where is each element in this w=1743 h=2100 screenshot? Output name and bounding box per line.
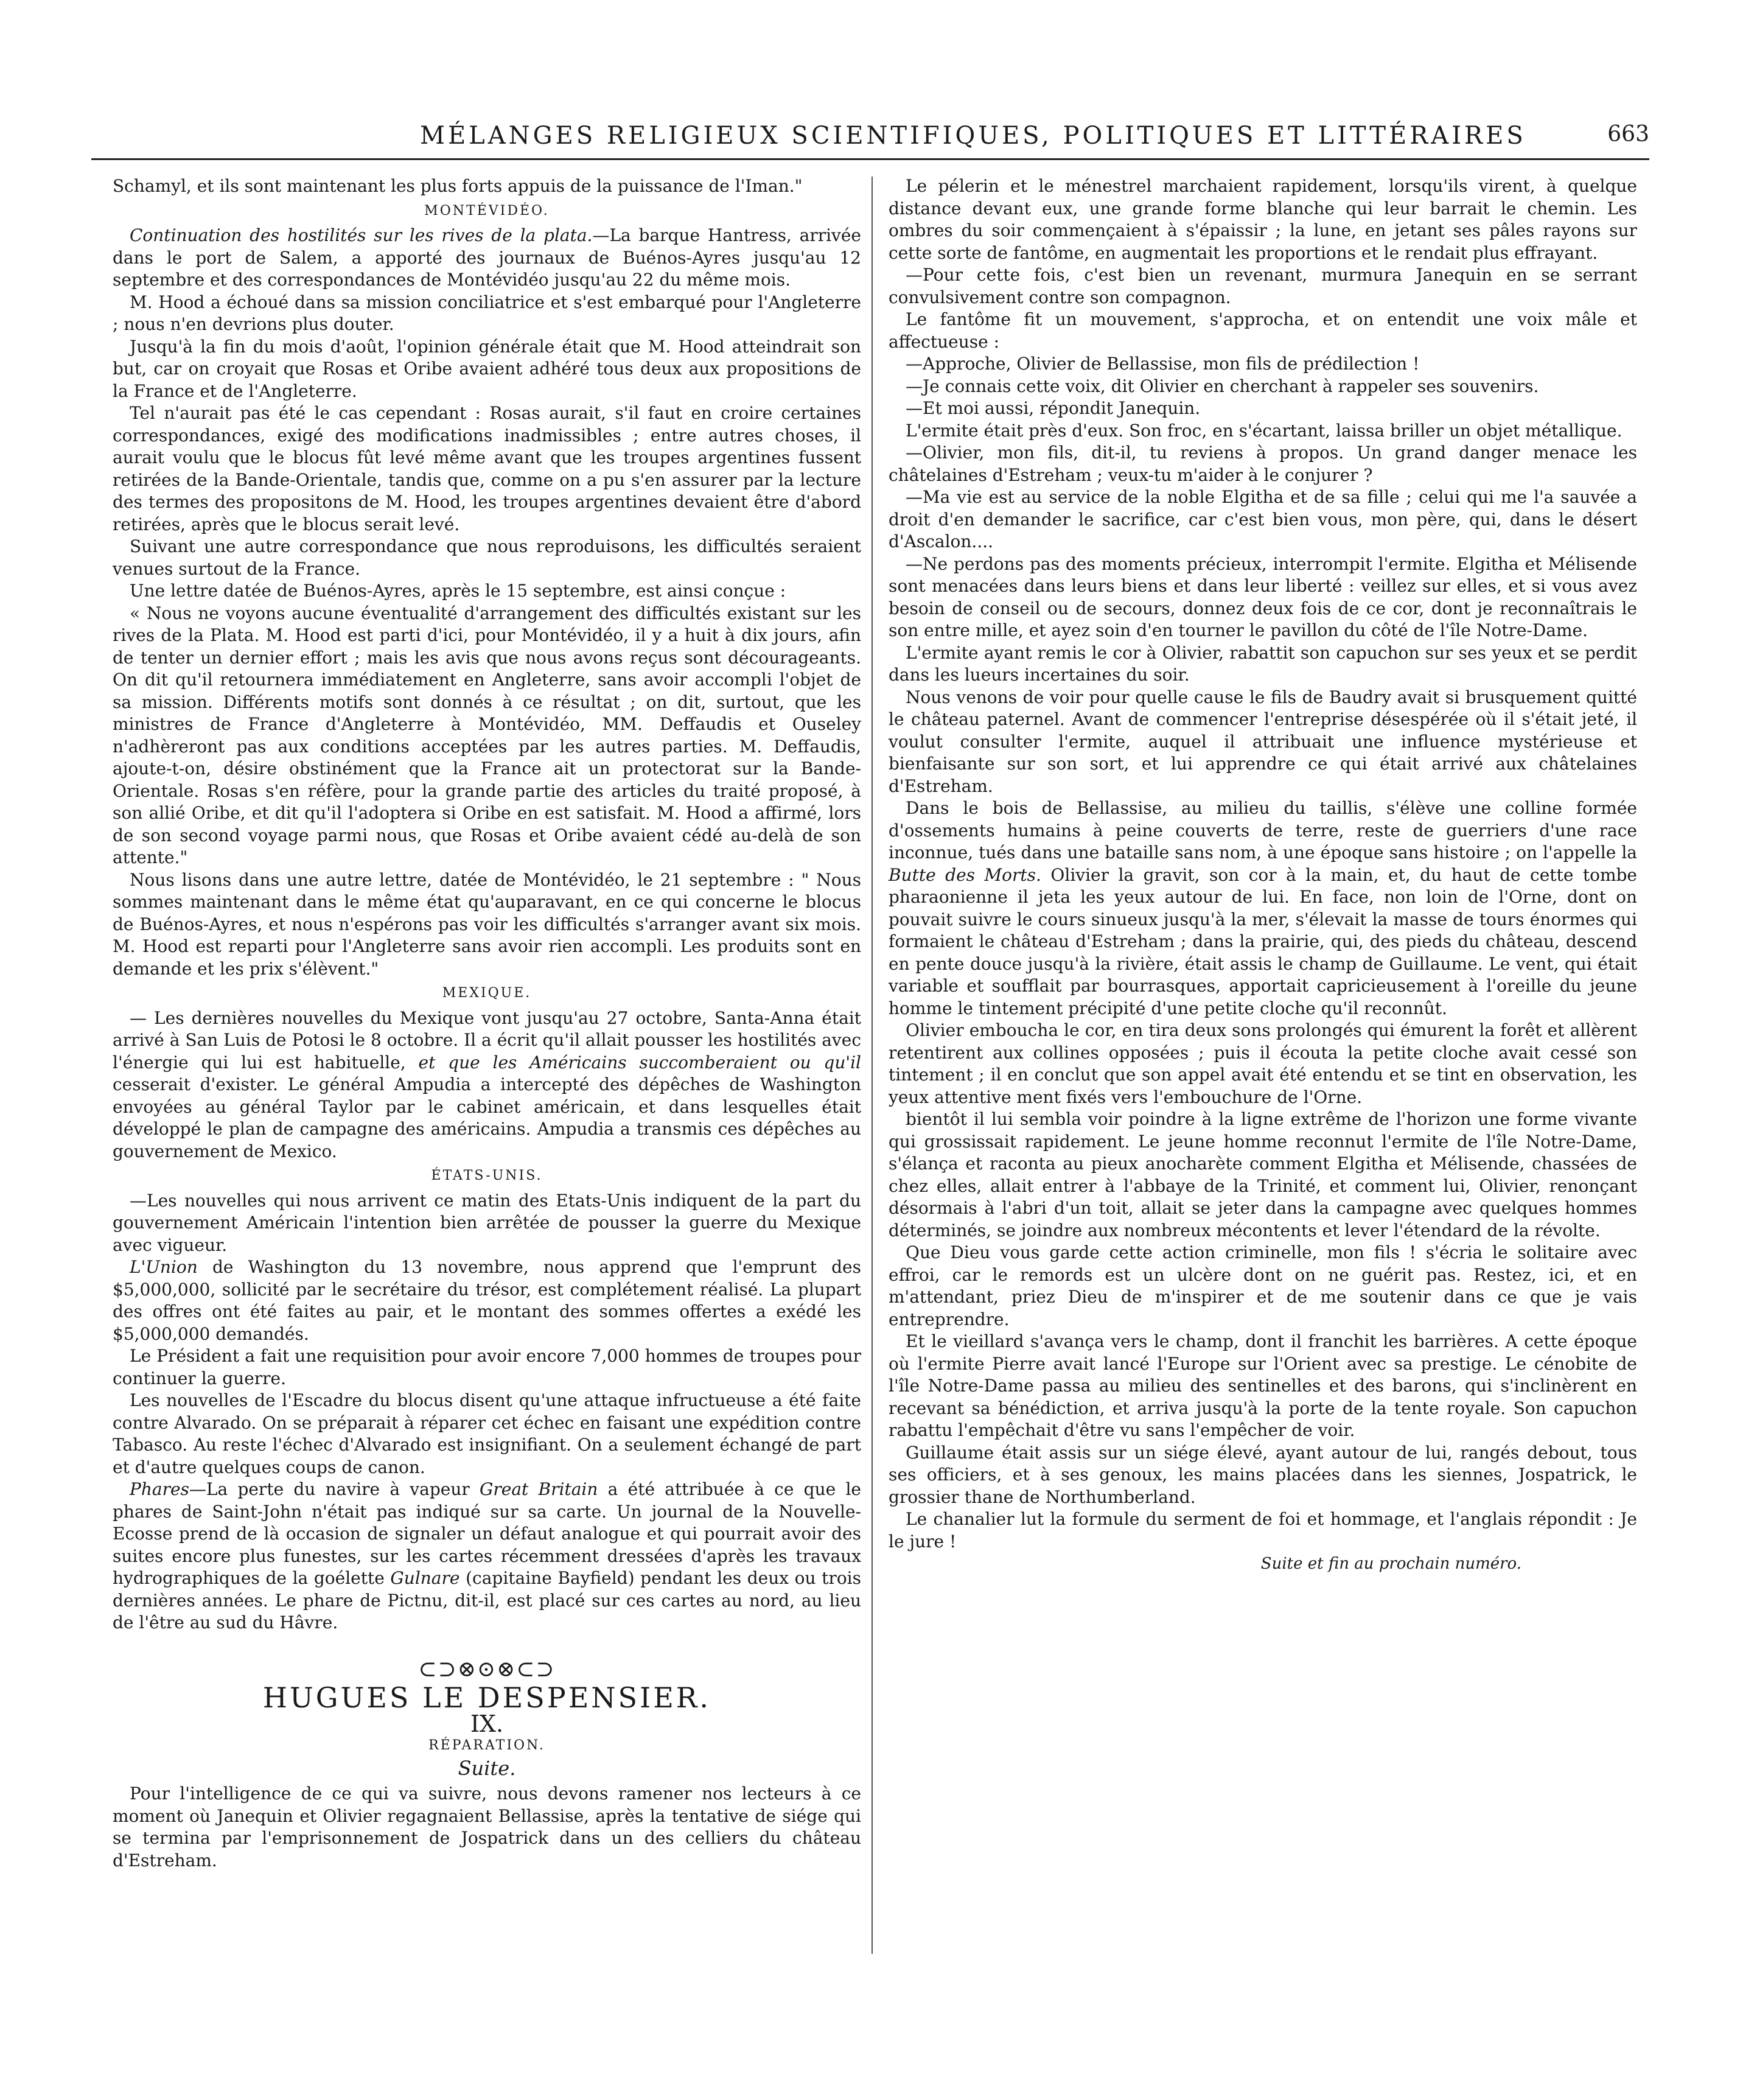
paragraph: —Je connais cette voix, dit Olivier en cherchant à rappeler ses souvenirs. <box>906 376 1539 396</box>
story-chapter: IX. <box>470 1710 504 1737</box>
paragraph: M. Hood a échoué dans sa mission conciliatrice et s'est embarqué pour l'Angleterre ; nous n'en devrions plus douter. <box>113 292 861 334</box>
ornament-divider: ⊂⊃⊗⊙⊗⊂⊃ <box>418 1656 556 1682</box>
paragraph: Une lettre datée de Buénos-Ayres, après le 15 septembre, est ainsi conçue : <box>130 581 786 601</box>
page-number: 663 <box>1607 122 1649 147</box>
paragraph: Jusqu'à la fin du mois d'août, l'opinion générale était que M. Hood atteindrait son but, car on croyait que Rosas et Oribe avaient adhéré tous deux aux propositions de la France et de l'Angleterre. <box>113 336 861 401</box>
paragraph: Les nouvelles de l'Escadre du blocus disent qu'une attaque infructueuse a été faite contre Alvarado. On se préparait à réparer cet échec en faisant une expédition contre Tabasco. Au reste l'échec d'Alvarado est insignifiant. On a seulement échangé de part et d'autre quelques coups de canon. <box>113 1390 861 1477</box>
paragraph: Suivant une autre correspondance que nous reproduisons, les difficultés seraient venues surtout de la France. <box>113 536 861 579</box>
paragraph: Phares—La perte du navire à vapeur Great Britain a été attribuée à ce que le phares de Saint-John n'était pas indiqué sur sa carte. Un journal de la Nouvelle-Ecosse prend de là occasion de signaler un défaut analogue et qui pourrait avoir des suites encore plus funestes, sur les cartes récemment dressées d'après les travaux hydrographiques de la goélette Gulnare (capitaine Bayfield) pendant les deux ou trois dernières années. Le phare de Pictnu, dit-il, est placé sur ces cartes au nord, au lieu de l'être au sud du Hâvre. <box>113 1479 861 1633</box>
section-heading-mexique: MEXIQUE. <box>442 985 532 1001</box>
paragraph: L'Union de Washington du 13 novembre, nous apprend que l'emprunt des $5,000,000, sollicité par le secrétaire du trésor, est complétement réalisé. La plupart des offres ont été faites au pair, et le montant des sommes offertes a exédé les $5,000,000 demandés. <box>113 1257 861 1344</box>
paragraph: Olivier emboucha le cor, en tira deux sons prolongés qui émurent la forêt et allèrent retentirent aux collines opposées ; puis il écouta la petite cloche avait cessé son tintement ; il en conclut que son appel avait été entendu et se tint en observation, les yeux attentive ment fixés vers l'embouchure de l'Orne. <box>889 1020 1637 1107</box>
paragraph: —Olivier, mon fils, dit-il, tu reviens à propos. Un grand danger menace les châtelaines d'Estreham ; veux-tu m'aider à le conjurer ? <box>889 443 1637 485</box>
paragraph: L'ermite ayant remis le cor à Olivier, rabattit son capuchon sur ses yeux et se perdit dans les lueurs incertaines du soir. <box>889 642 1637 685</box>
paragraph: —Les nouvelles qui nous arrivent ce matin des Etats-Unis indiquent de la part du gouvernement Américain l'intention bien arrêtée de pousser la guerre du Mexique avec vigueur. <box>113 1190 861 1255</box>
paragraph: Le fantôme fit un mouvement, s'approcha, et on entendit une voix mâle et affectueuse : <box>889 309 1637 352</box>
paragraph: Que Dieu vous garde cette action criminelle, mon fils ! s'écria le solitaire avec effroi, car le remords est un ulcère dont on ne guérit pas. Restez, ici, et en m'attendant, priez Dieu de m'inspirer et de me soutenir dans ce que je vais entreprendre. <box>889 1242 1637 1329</box>
paragraph: Pour l'intelligence de ce qui va suivre, nous devons ramener nos lecteurs à ce moment où Janequin et Olivier regagnaient Bellassise, après la tentative de siége qui se termina par l'emprisonnement de Jospatrick dans un des celliers du château d'Estreham. <box>113 1783 861 1871</box>
paragraph: —Approche, Olivier de Bellassise, mon fils de prédilection ! <box>906 354 1420 374</box>
paragraph: Guillaume était assis sur un siége élevé, ayant autour de lui, rangés debout, tous ses officiers, et à ses genoux, les mains placées dans les siennes, Jospatrick, le grossier thane de Northumberland. <box>889 1442 1637 1507</box>
lead-in: Continuation des hostilités sur les rives de la plata. <box>130 225 593 245</box>
paragraph: —Pour cette fois, c'est bien un revenant, murmura Janequin en se serrant convulsivement contre son compagnon. <box>889 265 1637 307</box>
story-title: HUGUES LE DESPENSIER. <box>262 1681 711 1714</box>
section-heading-etats-unis: ÉTATS-UNIS. <box>431 1168 543 1183</box>
left-column <box>113 175 861 1872</box>
paragraph: Le Président a fait une requisition pour avoir encore 7,000 hommes de troupes pour continuer la guerre. <box>113 1346 861 1388</box>
paragraph: L'ermite était près d'eux. Son froc, en s'écartant, laissa briller un objet métallique. <box>906 420 1622 441</box>
paragraph: Continuation des hostilités sur les rives de la plata.—La barque Hantress, arrivée dans le port de Salem, a apporté des journaux de Buénos-Ayres jusqu'au 12 septembre et des correspondances de Montévidéo jusqu'au 22 du même mois. <box>113 225 861 290</box>
right-column <box>889 175 1637 1575</box>
paragraph: Le chanalier lut la formule du serment de foi et hommage, et l'anglais répondit : Je le jure ! <box>889 1509 1637 1552</box>
story-subtitle: RÉPARATION. <box>428 1738 545 1753</box>
paragraph: —Ne perdons pas des moments précieux, interrompit l'ermite. Elgitha et Mélisende sont menacées dans leurs biens et dans leur liberté : veillez sur elles, et si vous avez besoin de conseil ou de secours, donnez deux fois de ce cor, dont je reconnaîtrais le son entre mille, et ayez soin d'en tourner le pavillon du côté de l'île Notre-Dame. <box>889 553 1637 640</box>
paragraph: Dans le bois de Bellassise, au milieu du taillis, s'élève une colline formée d'ossements humains à peine couverts de terre, reste de guerriers d'une race inconnue, tués dans une bataille sans nom, à une époque sans histoire ; on l'appelle la Butte des Morts. Olivier la gravit, son cor à la main, et, du haut de cette tombe pharaonienne il jeta les yeux autour de lui. En face, non loin de l'Orne, dont on pouvait suivre le cours sinueux jusqu'à la mer, s'élevait la masse de tours énormes qui formaient le château d'Estreham ; dans la prairie, qui, des pieds du château, descend en pente douce jusqu'à la rivière, était assis le champ de Guillaume. Le vent, qui était variable et soufflait par bourrasques, apportait capricieusement à l'oreille du jeune homme le tintement précipité d'une petite cloche qu'il reconnût. <box>889 798 1638 1018</box>
paragraph: Nous venons de voir pour quelle cause le fils de Baudry avait si brusquement quitté le château paternel. Avant de commencer l'entreprise désespérée où il s'était jeté, il voulut consulter l'ermite, auquel il attribuait une influence mystérieuse et bienfaisante sur son sort, et lui apprendre ce qui était arrivé aux châtelaines d'Estreham. <box>889 687 1637 796</box>
paragraph: —Ma vie est au service de la noble Elgitha et de sa fille ; celui qui me l'a sauvée a droit d'en demander le sacrifice, car c'est bien vous, mon père, qui, dans le désert d'Ascalon.... <box>889 487 1637 551</box>
paragraph: bientôt il lui sembla voir poindre à la ligne extrême de l'horizon une forme vivante qui grossissait rapidement. Le jeune homme reconnut l'ermite de l'île Notre-Dame, s'élança et raconta au pieux anocharète comment Elgitha et Mélisende, chassées de chez elles, allait entrer à l'abbaye de la Trinité, et comment lui, Olivier, renonçant désormais à l'abri d'un toit, allait se jeter dans la campagne avec quelques hommes déterminés, se joindre aux nombreux mécontents et lever l'étendard de la révolte. <box>889 1109 1637 1241</box>
paragraph: Nous lisons dans une autre lettre, datée de Montévidéo, le 21 septembre : " Nous sommes maintenant dans le même état qu'auparavant, en ce qui concerne le blocus de Buénos-Ayres, et nous n'espérons pas voir les difficultés s'arranger avant six mois. M. Hood est reparti pour l'Angleterre sans avoir rien accompli. Les produits sont en demande et les prix s'élèvent." <box>113 869 861 979</box>
paragraph: — Les dernières nouvelles du Mexique vont jusqu'au 27 octobre, Santa-Anna était arrivé à San Luis de Potosi le 8 octobre. Il a écrit qu'il allait pousser les hostilités avec l'énergie qui lui est habituelle, et que les Américains succomberaient ou qu'il cesserait d'exister. Le général Ampudia a intercepté des dépêches de Washington envoyées au général Taylor par le cabinet américain, et dans lesquelles était développé le plan de campagne des américains. Ampudia a transmis ces dépêches au gouvernement de Mexico. <box>113 1007 861 1161</box>
paragraph: Tel n'aurait pas été le cas cependant : Rosas aurait, s'il faut en croire certaines correspondances, exigé des modifications inadmissibles ; entre autres choses, il aurait voulu que le blocus fût levé même avant que les troupes argentines fussent retirées de la Bande-Orientale, tandis que, comme on a pu s'en assurer par la lecture des termes des propositons de M. Hood, les troupes argentines devaient être d'abord retirées, après que le blocus serait levé. <box>113 403 861 534</box>
column-divider <box>872 177 873 1954</box>
paragraph: « Nous ne voyons aucune éventualité d'arrangement des difficultés existant sur les rives de la Plata. M. Hood est parti d'ici, pour Montévidéo, il y a huit à dix jours, afin de tenter un dernier effort ; mais les avis que nous avons reçus sont décourageants. On dit qu'il retournera immédiatement en Angleterre, sans avoir accompli l'objet de sa mission. Différents motifs sont donnés à ce résultat ; on dit, surtout, que les ministres de France d'Angleterre à Montévidéo, MM. Deffaudis et Ouseley n'adhèreront pas aux conditions acceptées par les autres parties. M. Deffaudis, ajoute-t-on, désire obstinément que la France ait un protectorat sur la Bande-Orientale. Rosas s'en réfère, pour la grande partie des articles du traité proposé, à son allié Oribe, et dit qu'il l'adoptera si Oribe en est satisfait. M. Hood a affirmé, lors de son second voyage parmi nous, que Rosas et Oribe avaient cédé au-delà de son attente." <box>113 603 861 867</box>
page-header <box>91 122 1649 160</box>
paragraph: Et le vieillard s'avança vers le champ, dont il franchit les barrières. A cette époque où l'ermite Pierre avait lancé l'Europe sur l'Orient avec sa prestige. Le cénobite de l'île Notre-Dame passa au milieu des sentinelles et des barons, qui s'inclinèrent en recevant sa bénédiction, et arriva jusqu'à la porte de la tente royale. Son capuchon rabattu l'empêchait d'être vu sans l'empêcher de voir. <box>889 1331 1637 1440</box>
section-heading-montevideo: MONTÉVIDÉO. <box>424 203 550 219</box>
paragraph: Schamyl, et ils sont maintenant les plus forts appuis de la puissance de l'Iman." <box>113 176 803 196</box>
to-be-continued: Suite et fin au prochain numéro. <box>1260 1555 1521 1573</box>
paragraph: —Et moi aussi, répondit Janequin. <box>906 398 1201 418</box>
story-suite: Suite. <box>458 1756 516 1780</box>
running-title: MÉLANGES RELIGIEUX SCIENTIFIQUES, POLITIQUES ET LITTÉRAIRES <box>420 122 1526 150</box>
paragraph: Le pélerin et le ménestrel marchaient rapidement, lorsqu'ils virent, à quelque distance devant eux, une grande forme blanche qui leur barrait le chemin. Les ombres du soir commençaient à s'épaissir ; la lune, en jetant ses pâles rayons sur cette sorte de fantôme, en augmentait les proportions et le rendait plus effrayant. <box>889 176 1637 263</box>
